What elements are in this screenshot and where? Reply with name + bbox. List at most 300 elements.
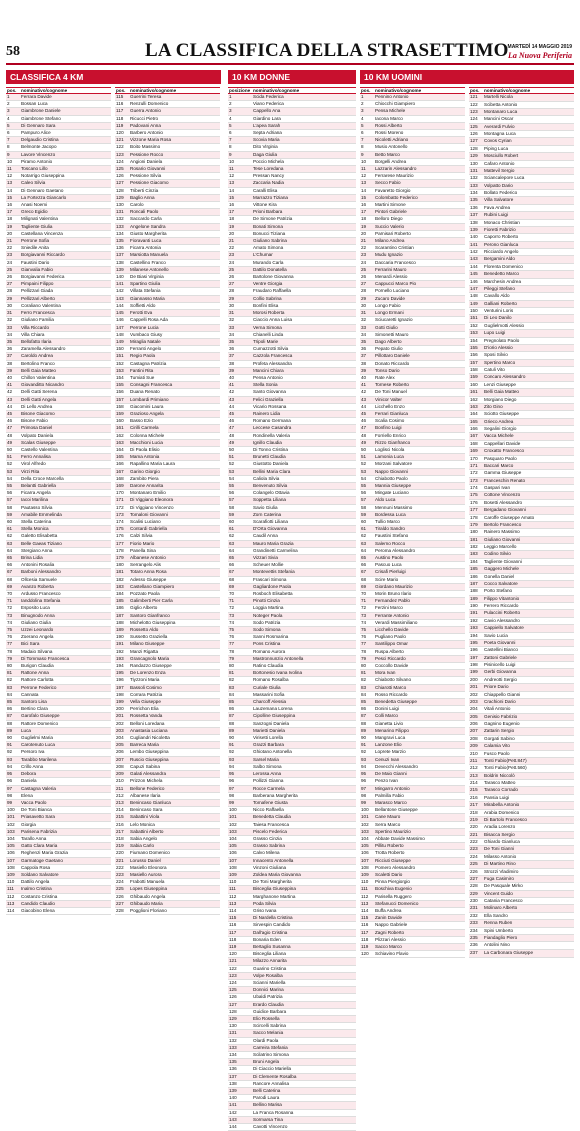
cell-position: 92 — [228, 749, 252, 756]
table-row — [469, 787, 574, 794]
cell-name: Capuzi Sabina — [129, 763, 220, 770]
table-row — [360, 677, 465, 684]
cell-name: Di Gennaro Sara — [20, 122, 111, 129]
cell-position: 35 — [228, 338, 252, 345]
cell-name: Giordano Maurizio — [374, 583, 465, 590]
cell-position: 162 — [115, 432, 129, 439]
cell-name: Soldano Salvatore — [20, 871, 111, 878]
cell-name: Cannata — [20, 691, 111, 698]
cell-name: Pinotti Cinzia — [252, 598, 356, 605]
cell-name: Bollato Federico — [483, 190, 574, 197]
cell-name: Guglielmotti Alessio — [483, 322, 574, 329]
cell-position: 120 — [360, 951, 374, 958]
table-row — [6, 771, 111, 778]
cell-name: Trotta Roberto — [374, 850, 465, 857]
cell-name: Montanaro Emilio — [129, 490, 220, 497]
cell-name: Tiyzzoni Maria — [129, 677, 220, 684]
cell-position: 228 — [115, 907, 129, 914]
cell-position: 64 — [6, 547, 20, 554]
cell-position: 146 — [469, 278, 483, 285]
cell-position: 180 — [115, 562, 129, 569]
table-row — [115, 785, 220, 792]
cell-name: Giacomini Laura — [129, 403, 220, 410]
cell-position: 123 — [228, 972, 252, 979]
cell-position: 46 — [6, 418, 20, 425]
table-row — [228, 958, 356, 965]
table-row — [469, 160, 574, 167]
cell-position: 51 — [228, 454, 252, 461]
table-row — [115, 302, 220, 309]
cell-name: Gagliardone Paola — [252, 583, 356, 590]
cell-position: 195 — [469, 639, 483, 646]
table-row — [228, 763, 356, 770]
cell-name: Mudu Ignazio — [374, 252, 465, 259]
cell-name: Volpe Rosalba — [252, 972, 356, 979]
table-row — [360, 490, 465, 497]
cell-position: 66 — [6, 562, 20, 569]
table-row — [360, 144, 465, 151]
cell-position: 60 — [228, 518, 252, 525]
results-table — [228, 87, 356, 1131]
cell-name: Curiale Giulia — [252, 684, 356, 691]
cell-name: Piping Luca — [483, 145, 574, 152]
cell-position: 22 — [228, 245, 252, 252]
cell-position: 170 — [469, 455, 483, 462]
table-row — [228, 202, 356, 209]
table-row — [115, 439, 220, 446]
table-row — [360, 778, 465, 785]
cell-position: 98 — [228, 792, 252, 799]
table-row — [228, 864, 356, 871]
table-row — [228, 821, 356, 828]
cell-name: Viano Federica — [252, 101, 356, 108]
cell-position: 220 — [115, 850, 129, 857]
cell-position: 7 — [6, 137, 20, 144]
cell-name: Sanzogni Daniela — [252, 720, 356, 727]
table-row — [228, 871, 356, 878]
cell-position: 197 — [115, 684, 129, 691]
table-row — [228, 1044, 356, 1051]
cell-position: 7 — [228, 137, 252, 144]
table-row — [228, 1066, 356, 1073]
cell-position: 77 — [360, 641, 374, 648]
cell-name: Garino Giorgio — [129, 468, 220, 475]
table-row — [115, 490, 220, 497]
cell-position: 26 — [6, 274, 20, 281]
table-row — [6, 749, 111, 756]
cell-position: 218 — [469, 809, 483, 816]
cell-position: 28 — [228, 288, 252, 295]
cell-position: 91 — [6, 742, 20, 749]
cell-name: Milano Andrea — [374, 238, 465, 245]
cell-position: 28 — [360, 288, 374, 295]
table-row — [6, 367, 111, 374]
table-row — [115, 699, 220, 706]
table-row — [115, 511, 220, 518]
table-row — [115, 497, 220, 504]
cell-name: Rondinella Valeria — [252, 432, 356, 439]
cell-position: 11 — [360, 166, 374, 173]
cell-position: 218 — [115, 835, 129, 842]
table-row — [6, 684, 111, 691]
cell-position: 28 — [6, 288, 20, 295]
cell-position: 110 — [228, 879, 252, 886]
cell-name: Di Viggiano Eleonora — [129, 497, 220, 504]
table-row — [360, 94, 465, 101]
table-row — [360, 346, 465, 353]
cell-position: 1 — [6, 94, 20, 101]
cell-name: Averardi Fulvio — [483, 123, 574, 130]
cell-position: 99 — [360, 799, 374, 806]
table-row — [469, 403, 574, 410]
cell-name: Belloni Loredana — [129, 720, 220, 727]
cell-position: 49 — [228, 439, 252, 446]
cell-position: 68 — [360, 576, 374, 583]
table-row — [6, 166, 111, 173]
cell-name: Bisone Fabio — [20, 418, 111, 425]
cell-name: D'iorio Alessio — [483, 344, 574, 351]
table-row — [360, 101, 465, 108]
table-row — [469, 920, 574, 927]
table-row — [228, 122, 356, 129]
cell-name: Stergiano Anna — [20, 547, 111, 554]
cell-position: 1 — [360, 94, 374, 101]
cell-position: 65 — [6, 555, 20, 562]
cell-name: Belli Caterina — [252, 1088, 356, 1095]
cell-position: 77 — [6, 641, 20, 648]
cell-position: 78 — [228, 648, 252, 655]
cell-name: Contardi Gabriella — [129, 526, 220, 533]
table-row — [469, 197, 574, 204]
cell-name: Martini Simone — [374, 202, 465, 209]
table-row — [228, 115, 356, 122]
cell-position: 10 — [6, 158, 20, 165]
cell-name: Grasso Sabrina — [252, 843, 356, 850]
table-row — [115, 482, 220, 489]
cell-position: 174 — [469, 485, 483, 492]
cell-name: Ferrarese Maurizio — [374, 173, 465, 180]
table-row — [6, 641, 111, 648]
table-row — [360, 612, 465, 619]
table-row — [469, 669, 574, 676]
cell-position: 108 — [6, 864, 20, 871]
cell-position: 78 — [360, 648, 374, 655]
cell-name: Poeta Giovanni — [483, 639, 574, 646]
cell-name: Pesci Riccardo — [374, 655, 465, 662]
cell-name: Croxatto Francesco — [483, 448, 574, 455]
table-row — [115, 713, 220, 720]
table-row — [469, 861, 574, 868]
cell-name: La Fortezza Giancarlo — [20, 194, 111, 201]
cell-name: Cappucci Marco Pio — [374, 281, 465, 288]
table-row — [115, 627, 220, 634]
table-row — [228, 101, 356, 108]
cell-name: Inalmo Cristina — [20, 886, 111, 893]
table-row — [6, 194, 111, 201]
table-row — [6, 850, 111, 857]
cell-name: Belantti Gabriella — [20, 482, 111, 489]
cell-name: Giambrone Stefano — [20, 115, 111, 122]
table-row — [228, 591, 356, 598]
cell-position: 53 — [360, 468, 374, 475]
table-row — [6, 360, 111, 367]
table-row — [115, 353, 220, 360]
cell-position: 87 — [6, 713, 20, 720]
cell-name: Cappiello Salvatore — [483, 625, 574, 632]
table-row — [115, 223, 220, 230]
table-row — [6, 504, 111, 511]
table-row — [469, 440, 574, 447]
table-row — [469, 580, 574, 587]
cell-name: Serra Marco — [374, 821, 465, 828]
cell-name: Pintori Gabriele — [374, 209, 465, 216]
table-row — [360, 151, 465, 158]
table-row — [6, 94, 111, 101]
cell-position: 197 — [469, 654, 483, 661]
table-row — [115, 605, 220, 612]
cell-position: 10 — [228, 158, 252, 165]
cell-name: Dattilo Donatella — [252, 266, 356, 273]
cell-name: Buffa Andrea — [374, 907, 465, 914]
table-row — [360, 187, 465, 194]
cell-name: Iacona Marco — [374, 115, 465, 122]
table-row — [6, 209, 111, 216]
table-row — [360, 281, 465, 288]
table-row — [115, 663, 220, 670]
cell-name: Carotenuto Luca — [20, 742, 111, 749]
cell-name: Zaramella Alessandro — [20, 346, 111, 353]
table-row — [228, 814, 356, 821]
table-row — [6, 338, 111, 345]
cell-position: 227 — [115, 900, 129, 907]
cell-name: Charcoff Alessia — [252, 699, 356, 706]
table-row — [6, 288, 111, 295]
cell-name: Masiello Aurora — [129, 871, 220, 878]
cell-position: 184 — [115, 591, 129, 598]
cell-name: Cappelli Rosa Ada — [129, 317, 220, 324]
table-row — [360, 742, 465, 749]
cell-position: 52 — [360, 461, 374, 468]
table-row — [228, 1023, 356, 1030]
cell-name: Tornese Roberto — [374, 382, 465, 389]
cell-position: 124 — [228, 979, 252, 986]
cell-position: 126 — [115, 173, 129, 180]
table-row — [115, 591, 220, 598]
cell-name: Giannasso Maria — [129, 295, 220, 302]
table-row — [360, 504, 465, 511]
cell-position: 119 — [115, 122, 129, 129]
cell-position: 62 — [360, 533, 374, 540]
cell-name: Taiesa Francesca — [252, 821, 356, 828]
cell-position: 183 — [469, 551, 483, 558]
cell-position: 171 — [469, 462, 483, 469]
cell-position: 159 — [115, 410, 129, 417]
cell-position: 222 — [469, 839, 483, 846]
results-table — [469, 87, 574, 958]
table-row — [228, 727, 356, 734]
table-row — [228, 266, 356, 273]
cell-position: 54 — [6, 475, 20, 482]
cell-name: Lorusso Daniel — [129, 857, 220, 864]
cell-name: Colli Marco — [374, 713, 465, 720]
cell-name: De Toni Manuel — [374, 389, 465, 396]
cell-position: 47 — [228, 425, 252, 432]
cell-name: Chiocchi Giampiero — [374, 101, 465, 108]
cell-position: 34 — [228, 331, 252, 338]
cell-position: 221 — [469, 831, 483, 838]
cell-name: Zito Gino — [483, 403, 574, 410]
table-row — [360, 302, 465, 309]
cell-name: Castagna Patrizia — [129, 360, 220, 367]
cell-position: 184 — [469, 558, 483, 565]
cell-position: 6 — [360, 130, 374, 137]
cell-position: 27 — [228, 281, 252, 288]
issue-date: MARTEDÌ 14 MAGGIO 2019 — [507, 44, 572, 50]
table-row — [469, 743, 574, 750]
cell-position: 35 — [360, 338, 374, 345]
table-row — [6, 403, 111, 410]
cell-position: 31 — [360, 310, 374, 317]
cell-position: 19 — [360, 223, 374, 230]
cell-name: Aradia Lorenzo — [483, 824, 574, 831]
cell-name: Ardusso Francesco — [20, 591, 111, 598]
column-header-position: pos. — [6, 88, 20, 94]
table-row — [228, 555, 356, 562]
cell-position: 95 — [360, 771, 374, 778]
table-row — [469, 529, 574, 536]
table-row — [228, 497, 356, 504]
table-row — [228, 346, 356, 353]
cell-name: Dago Alberto — [374, 338, 465, 345]
cell-name: Villa Riccardo — [20, 324, 111, 331]
cell-position: 121 — [469, 94, 483, 101]
table-row — [469, 757, 574, 764]
cell-position: 137 — [469, 212, 483, 219]
cell-position: 74 — [360, 619, 374, 626]
table-row — [115, 475, 220, 482]
table-row — [228, 1124, 356, 1131]
table-row — [228, 828, 356, 835]
cell-position: 106 — [6, 850, 20, 857]
table-row — [228, 994, 356, 1001]
cell-position: 11 — [228, 166, 252, 173]
table-row — [115, 749, 220, 756]
cell-name: Olardi Paola — [252, 1037, 356, 1044]
table-row — [228, 605, 356, 612]
cell-position: 208 — [469, 735, 483, 742]
cell-position: 36 — [6, 346, 20, 353]
cell-name: Villa Chiara — [20, 331, 111, 338]
cell-name: Cugliandri Nicoletta — [129, 735, 220, 742]
cell-position: 69 — [6, 583, 20, 590]
cell-position: 104 — [6, 835, 20, 842]
table-row — [469, 558, 574, 565]
cell-position: 118 — [360, 936, 374, 943]
table-row — [360, 619, 465, 626]
cell-name: Scianni Mariella — [252, 979, 356, 986]
cell-name: Marrazzo Tiziana — [252, 194, 356, 201]
cell-name: Di Viggiano Vincenzo — [129, 504, 220, 511]
cell-name: Barbero Antonio — [129, 130, 220, 137]
table-row — [360, 691, 465, 698]
cell-position: 227 — [469, 875, 483, 882]
table-row — [360, 389, 465, 396]
cell-position: 131 — [469, 167, 483, 174]
table-row — [6, 893, 111, 900]
table-row — [228, 302, 356, 309]
cell-name: Tonso Dario — [374, 367, 465, 374]
table-row — [228, 187, 356, 194]
cell-position: 119 — [228, 943, 252, 950]
cell-name: Pautasso Silvia — [20, 504, 111, 511]
cell-position: 137 — [115, 252, 129, 259]
cell-name: Santoro Lisa — [20, 699, 111, 706]
cell-position: 135 — [115, 238, 129, 245]
table-row — [360, 727, 465, 734]
cell-position: 102 — [228, 821, 252, 828]
table-row — [6, 374, 111, 381]
cell-name: Belloro Diego — [374, 216, 465, 223]
table-row — [469, 389, 574, 396]
cell-position: 163 — [115, 439, 129, 446]
cell-position: 14 — [6, 187, 20, 194]
cell-position: 26 — [360, 274, 374, 281]
cell-name: Chillon Valentina — [20, 374, 111, 381]
page-number: 58 — [6, 44, 20, 59]
cell-position: 22 — [360, 245, 374, 252]
table-row — [115, 425, 220, 432]
cell-name: Sniedile Anita — [20, 245, 111, 252]
cell-position: 40 — [6, 374, 20, 381]
table-row — [469, 499, 574, 506]
cell-name: Donini Luigi — [374, 706, 465, 713]
cell-position: 126 — [469, 131, 483, 138]
cell-name: Villata Stefania — [129, 288, 220, 295]
table-row — [360, 814, 465, 821]
table-row — [228, 735, 356, 742]
cell-name: Virisetti Lorella — [252, 735, 356, 742]
cell-position: 196 — [115, 677, 129, 684]
cell-position: 120 — [228, 951, 252, 958]
cell-position: 27 — [360, 281, 374, 288]
cell-position: 80 — [228, 663, 252, 670]
table-row — [115, 778, 220, 785]
cell-position: 84 — [360, 691, 374, 698]
table-row — [115, 122, 220, 129]
cell-name: Griso Ivana — [252, 907, 356, 914]
table-row — [228, 223, 356, 230]
table-row — [6, 533, 111, 540]
cell-name: Sirvespin Candido — [252, 922, 356, 929]
table-row — [469, 492, 574, 499]
table-row — [115, 194, 220, 201]
table-row — [228, 475, 356, 482]
table-row — [469, 256, 574, 263]
cell-position: 88 — [228, 720, 252, 727]
results-table — [6, 87, 111, 915]
table-row — [228, 367, 356, 374]
cell-position: 52 — [6, 461, 20, 468]
cell-position: 90 — [6, 735, 20, 742]
table-row — [6, 814, 111, 821]
table-row — [115, 367, 220, 374]
table-row — [228, 238, 356, 245]
cell-position: 134 — [228, 1052, 252, 1059]
cell-name: Pons Cristina — [252, 641, 356, 648]
cell-position: 113 — [228, 900, 252, 907]
table-row — [228, 281, 356, 288]
cell-name: Tagliente Giovanni — [483, 558, 574, 565]
